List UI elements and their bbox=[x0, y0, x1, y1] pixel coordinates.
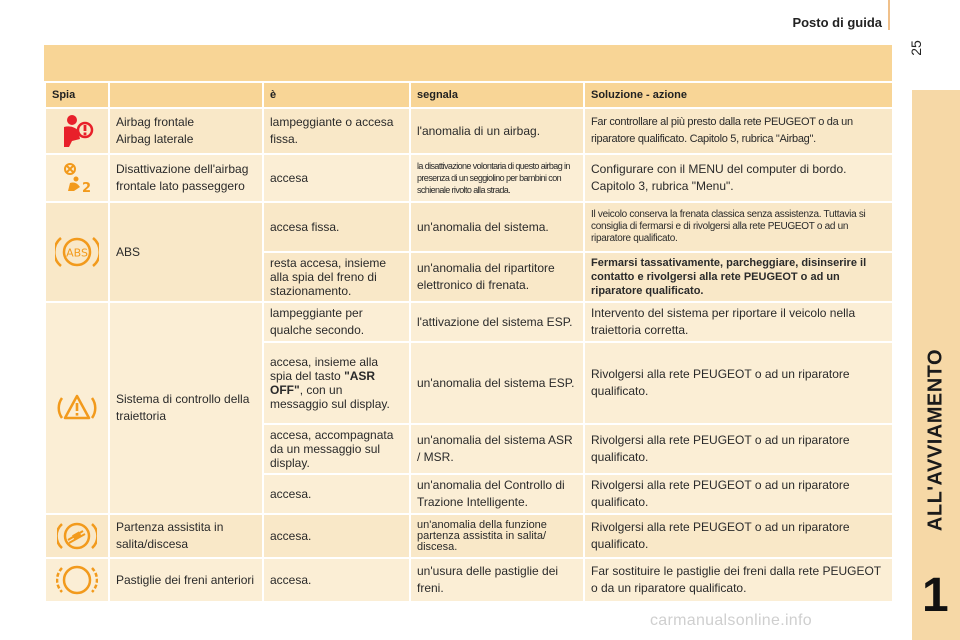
warning-lights-panel bbox=[44, 45, 892, 603]
light-signal: un'anomalia del Controllo di Trazione Intelligente. bbox=[410, 474, 584, 514]
svg-text:2: 2 bbox=[82, 181, 92, 195]
light-signal: l'attivazione del sistema ESP. bbox=[410, 302, 584, 342]
light-signal: un'anomalia del ripartitore elettronico di frenata. bbox=[410, 252, 584, 302]
light-state: accesa, insieme alla spia del tasto "ASR OFF", con un messaggio sul display. bbox=[263, 342, 410, 424]
chapter-tab[interactable] bbox=[912, 90, 960, 640]
light-signal: un'anomalia della funzione partenza assistita in salita/ discesa. bbox=[410, 514, 584, 558]
light-state: accesa fissa. bbox=[263, 202, 410, 252]
table-row bbox=[45, 514, 893, 558]
light-state: resta accesa, insieme alla spia del freno di stazionamento. bbox=[263, 252, 410, 302]
light-action: Rivolgersi alla rete PEUGEOT o ad un riparatore qualificato. bbox=[584, 424, 893, 474]
light-signal: la disattivazione volontaria di questo airbag in presenza di un seggiolino per bambini con schienale rivolto alla strada. bbox=[410, 154, 584, 202]
hill-assist-icon bbox=[45, 514, 109, 558]
col-header-action: Soluzione - azione bbox=[584, 82, 893, 108]
passenger-airbag-off-icon bbox=[45, 154, 109, 202]
table-row bbox=[45, 154, 893, 202]
light-state: lampeggiante o accesa fissa. bbox=[263, 108, 410, 154]
col-header-name bbox=[109, 82, 263, 108]
light-name: Pastiglie dei freni anteriori bbox=[109, 558, 263, 602]
abs-icon bbox=[45, 202, 109, 302]
section-title: Posto di guida bbox=[792, 15, 882, 30]
table-row bbox=[45, 558, 893, 602]
table-row bbox=[45, 302, 893, 342]
light-action: Far sostituire le pastiglie dei freni dalla rete PEUGEOT o da un riparatore qualificato. bbox=[584, 558, 893, 602]
page-number: 25 bbox=[907, 40, 924, 56]
light-state: accesa, accompagnata da un messaggio sul display. bbox=[263, 424, 410, 474]
stability-control-icon bbox=[45, 302, 109, 514]
light-name: Partenza assistita in salita/discesa bbox=[109, 514, 263, 558]
light-action: Far controllare al più presto dalla rete PEUGEOT o da un riparatore qualificato. Capitolo 5, rubrica "Airbag". bbox=[584, 108, 893, 154]
light-name: ABS bbox=[109, 202, 263, 302]
light-signal: un'usura delle pastiglie dei freni. bbox=[410, 558, 584, 602]
light-name: Sistema di controllo della traiettoria bbox=[109, 302, 263, 514]
light-state: lampeggiante per qualche secondo. bbox=[263, 302, 410, 342]
table-header-row bbox=[45, 82, 893, 108]
panel-top-band bbox=[44, 45, 892, 81]
light-signal: un'anomalia del sistema. bbox=[410, 202, 584, 252]
light-action: Configurare con il MENU del computer di bordo. Capitolo 3, rubrica "Menu". bbox=[584, 154, 893, 202]
light-action: Fermarsi tassativamente, parcheggiare, disinserire il contatto e rivolgersi alla rete PEUGEOT o ad un riparatore qualificato. bbox=[584, 252, 893, 302]
light-state: accesa bbox=[263, 154, 410, 202]
watermark: carmanualsonline.info bbox=[650, 612, 812, 629]
light-signal: un'anomalia del sistema ASR / MSR. bbox=[410, 424, 584, 474]
light-name: Disattivazione dell'airbag frontale lato passeggero bbox=[109, 154, 263, 202]
light-signal: l'anomalia di un airbag. bbox=[410, 108, 584, 154]
light-signal: un'anomalia del sistema ESP. bbox=[410, 342, 584, 424]
col-header-spia: Spia bbox=[45, 82, 109, 108]
table-row bbox=[45, 108, 893, 154]
svg-text:ABS: ABS bbox=[66, 246, 88, 260]
light-action: Rivolgersi alla rete PEUGEOT o ad un riparatore qualificato. bbox=[584, 514, 893, 558]
chapter-number: 1 bbox=[922, 569, 949, 622]
light-action: Rivolgersi alla rete PEUGEOT o ad un riparatore qualificato. bbox=[584, 474, 893, 514]
asr-off-label: "ASR OFF" bbox=[270, 369, 376, 397]
light-state: accesa. bbox=[263, 474, 410, 514]
light-action: Intervento del sistema per riportare il veicolo nella traiettoria corretta. bbox=[584, 302, 893, 342]
light-name: Airbag frontale Airbag laterale bbox=[109, 108, 263, 154]
light-state: accesa. bbox=[263, 558, 410, 602]
brake-pads-icon bbox=[45, 558, 109, 602]
light-action: Il veicolo conserva la frenata classica senza assistenza. Tuttavia si consiglia di fermarsi e di rivolgersi alla rete PEUGEOT o ad un riparatore qualificato. bbox=[584, 202, 893, 252]
light-state: accesa. bbox=[263, 514, 410, 558]
light-action: Rivolgersi alla rete PEUGEOT o ad un riparatore qualificato. bbox=[584, 342, 893, 424]
col-header-signal: segnala bbox=[410, 82, 584, 108]
col-header-state: è bbox=[263, 82, 410, 108]
chapter-tab-label: ALL'AVVIAMENTO bbox=[924, 348, 947, 532]
header-divider bbox=[888, 0, 890, 30]
table-row bbox=[45, 202, 893, 252]
airbag-warning-icon bbox=[45, 108, 109, 154]
warning-lights-table bbox=[44, 81, 894, 603]
